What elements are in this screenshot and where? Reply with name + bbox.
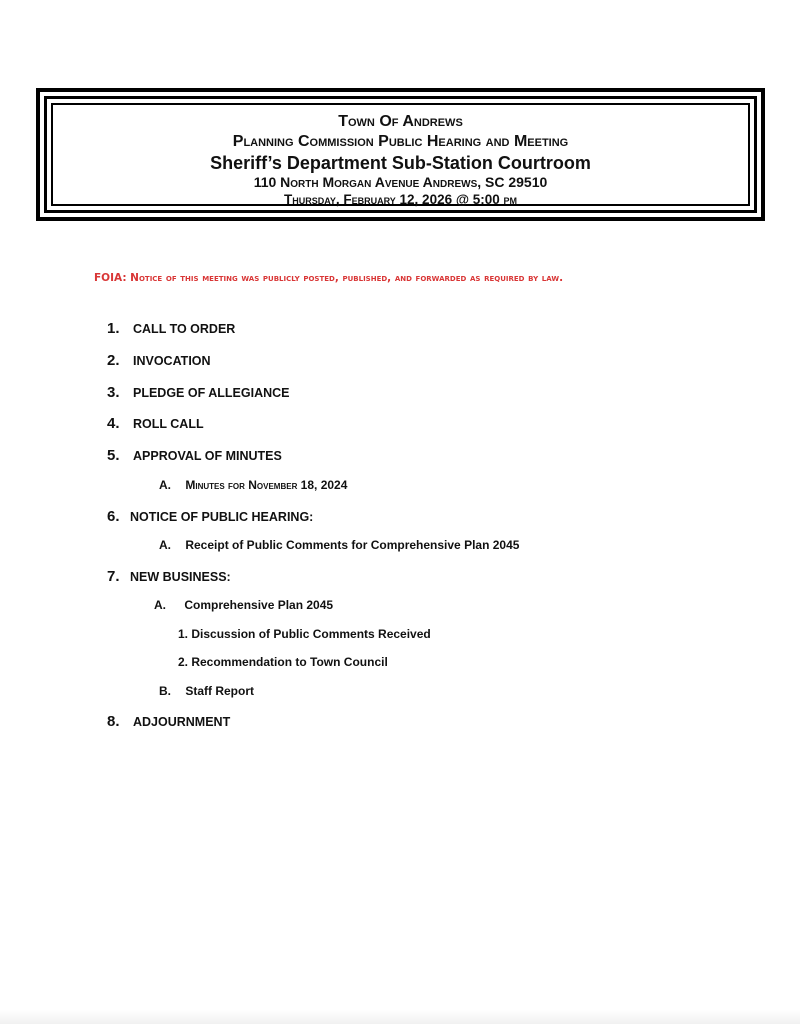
subitem-label: Comprehensive Plan 2045 (184, 598, 334, 612)
agenda-subsubitem-discussion: 1. Discussion of Public Comments Received (178, 627, 431, 641)
agenda-item-invocation (107, 352, 211, 369)
meeting-address: 110 North Morgan Avenue Andrews, SC 29510 (253, 174, 548, 190)
town-name: Town Of Andrews (338, 113, 463, 130)
agenda-item-number: 3. (107, 384, 120, 401)
subitem-label: Staff Report (185, 684, 255, 698)
agenda-item-label: NOTICE OF PUBLIC HEARING: (130, 510, 314, 524)
agenda-item-label: PLEDGE OF ALLEGIANCE (133, 386, 290, 400)
agenda-item-label: APPROVAL OF MINUTES (133, 449, 282, 463)
agenda-item-roll-call (107, 415, 204, 432)
agenda-item-label: ROLL CALL (133, 417, 204, 431)
agenda-subitem-staff-report (159, 684, 254, 698)
agenda-subitem-comprehensive-plan (154, 598, 333, 612)
agenda-subitem-public-comments (159, 538, 519, 552)
agenda-item-number: 2. (107, 352, 120, 369)
subitem-letter: A. (159, 538, 171, 552)
agenda-subsubitem-recommendation: 2. Recommendation to Town Council (178, 655, 388, 669)
agenda-item-new-business (107, 568, 231, 585)
agenda-item-number: 1. (107, 320, 120, 337)
subitem-letter: A. (159, 478, 171, 492)
agenda-item-pledge (107, 384, 290, 401)
subitem-letter: A. (154, 598, 166, 612)
agenda-item-number: 7. (107, 568, 120, 585)
agenda-item-label: NEW BUSINESS: (130, 570, 231, 584)
agenda-item-public-hearing (107, 508, 313, 525)
agenda-item-number: 6. (107, 508, 120, 525)
page-bottom-shadow (0, 1010, 800, 1024)
agenda-item-number: 5. (107, 447, 120, 464)
agenda-item-approval-of-minutes (107, 447, 282, 464)
agenda-item-number: 8. (107, 713, 120, 730)
commission-title: Planning Commission Public Hearing and Meeting (232, 133, 569, 150)
meeting-location: Sheriff’s Department Sub-Station Courtroom (210, 153, 591, 173)
agenda-item-label: ADJOURNMENT (133, 715, 231, 729)
subitem-label: Receipt of Public Comments for Comprehensive Plan 2045 (185, 538, 520, 552)
subitem-letter: B. (159, 684, 171, 698)
agenda-subitem-minutes (159, 478, 347, 492)
header-content (51, 103, 750, 206)
subitem-label: Minutes for November 18, 2024 (185, 478, 348, 492)
agenda-item-label: CALL TO ORDER (133, 322, 236, 336)
agenda-item-adjournment (107, 713, 230, 730)
agenda-item-number: 4. (107, 415, 120, 432)
foia-notice: FOIA: Notice of this meeting was publicly posted, published, and forwarded as required by law. (94, 272, 564, 284)
agenda-item-label: INVOCATION (133, 354, 211, 368)
meeting-header-box (36, 88, 765, 221)
meeting-date-time: Thursday, February 12, 2026 @ 5:00 pm (283, 192, 518, 207)
agenda-item-call-to-order (107, 320, 235, 337)
header-border-inner (44, 96, 757, 213)
